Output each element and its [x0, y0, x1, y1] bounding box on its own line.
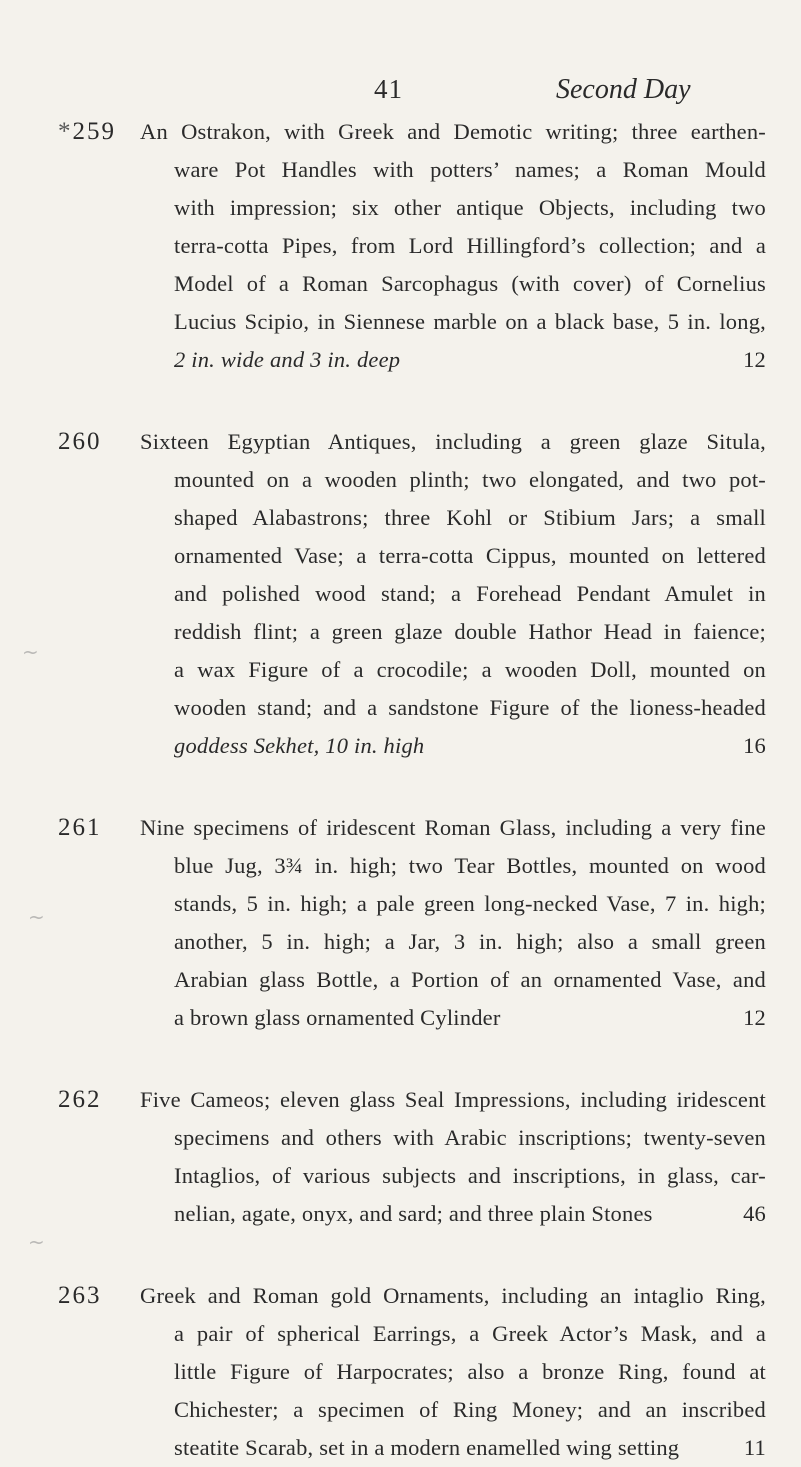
description-line-last: 2 in. wide and 3 in. deep 12	[140, 341, 766, 379]
description-line: ware Pot Handles with potters’ names; a Roman Mould	[174, 157, 766, 182]
description-line: terra-cotta Pipes, from Lord Hillingford’s collection; and a	[174, 233, 766, 258]
lot-price: 12	[743, 347, 766, 372]
description-line: reddish flint; a green glaze double Hathor Head in faience;	[174, 619, 766, 644]
lot-description	[140, 809, 766, 1037]
description-line: An Ostrakon, with Greek and Demotic writing; three earthen-	[140, 119, 766, 144]
lot-number: 260	[58, 428, 102, 455]
description-line: Arabian glass Bottle, a Portion of an ornamented Vase, and	[174, 967, 766, 992]
description-line-last: goddess Sekhet, 10 in. high 16	[140, 727, 766, 765]
description-line: specimens and others with Arabic inscriptions; twenty-seven	[174, 1125, 766, 1150]
page-title: Second Day	[556, 74, 691, 105]
description-line: stands, 5 in. high; a pale green long-necked Vase, 7 in. high;	[174, 891, 766, 916]
lot-number: *259	[58, 118, 116, 145]
lot-price: 46	[743, 1201, 766, 1226]
page-number: 41	[374, 74, 403, 104]
description-line: Intaglios, of various subjects and inscriptions, in glass, car-	[174, 1163, 766, 1188]
description-line: Nine specimens of iridescent Roman Glass, including a very fine	[140, 815, 766, 840]
description-line: mounted on a wooden plinth; two elongated, and two pot-	[174, 467, 766, 492]
lot-price: 12	[743, 1005, 766, 1030]
lot-number: 262	[58, 1086, 102, 1113]
description-line: Greek and Roman gold Ornaments, including an intaglio Ring,	[140, 1283, 766, 1308]
lot-number: 263	[58, 1282, 102, 1309]
description-line: another, 5 in. high; a Jar, 3 in. high; also a small green	[174, 929, 766, 954]
description-line: Lucius Scipio, in Siennese marble on a black base, 5 in. long,	[174, 309, 766, 334]
description-line-last: nelian, agate, onyx, and sard; and three plain Stones 46	[140, 1195, 766, 1233]
margin-annotation: ~	[28, 1230, 45, 1254]
description-line: and polished wood stand; a Forehead Pendant Amulet in	[174, 581, 766, 606]
margin-annotation: ~	[22, 640, 39, 664]
description-line: a wax Figure of a crocodile; a wooden Doll, mounted on	[174, 657, 766, 682]
description-line: wooden stand; and a sandstone Figure of the lioness-headed	[174, 695, 766, 720]
lot-description	[140, 423, 766, 765]
margin-annotation: ~	[28, 905, 45, 929]
description-line: ornamented Vase; a terra-cotta Cippus, mounted on lettered	[174, 543, 766, 568]
description-line: Five Cameos; eleven glass Seal Impressions, including iridescent	[140, 1087, 766, 1112]
description-line: blue Jug, 3¾ in. high; two Tear Bottles, mounted on wood	[174, 853, 766, 878]
description-line: a pair of spherical Earrings, a Greek Actor’s Mask, and a	[174, 1321, 766, 1346]
description-line-last: steatite Scarab, set in a modern enamelled wing setting 11	[140, 1429, 766, 1467]
description-line: shaped Alabastrons; three Kohl or Stibium Jars; a small	[174, 505, 766, 530]
page-header	[0, 74, 801, 114]
description-line: Model of a Roman Sarcophagus (with cover) of Cornelius	[174, 271, 766, 296]
description-line: little Figure of Harpocrates; also a bronze Ring, found at	[174, 1359, 766, 1384]
lot-number: 261	[58, 814, 102, 841]
lot-price: 16	[743, 733, 766, 758]
description-line: Sixteen Egyptian Antiques, including a green glaze Situla,	[140, 429, 766, 454]
description-line: with impression; six other antique Objects, including two	[174, 195, 766, 220]
description-line: Chichester; a specimen of Ring Money; and an inscribed	[174, 1397, 766, 1422]
description-line-last: a brown glass ornamented Cylinder 12	[140, 999, 766, 1037]
lot-description	[140, 113, 766, 379]
lot-description	[140, 1081, 766, 1233]
lot-price: 11	[743, 1435, 766, 1460]
lot-marker: *	[58, 118, 73, 145]
lot-description	[140, 1277, 766, 1467]
